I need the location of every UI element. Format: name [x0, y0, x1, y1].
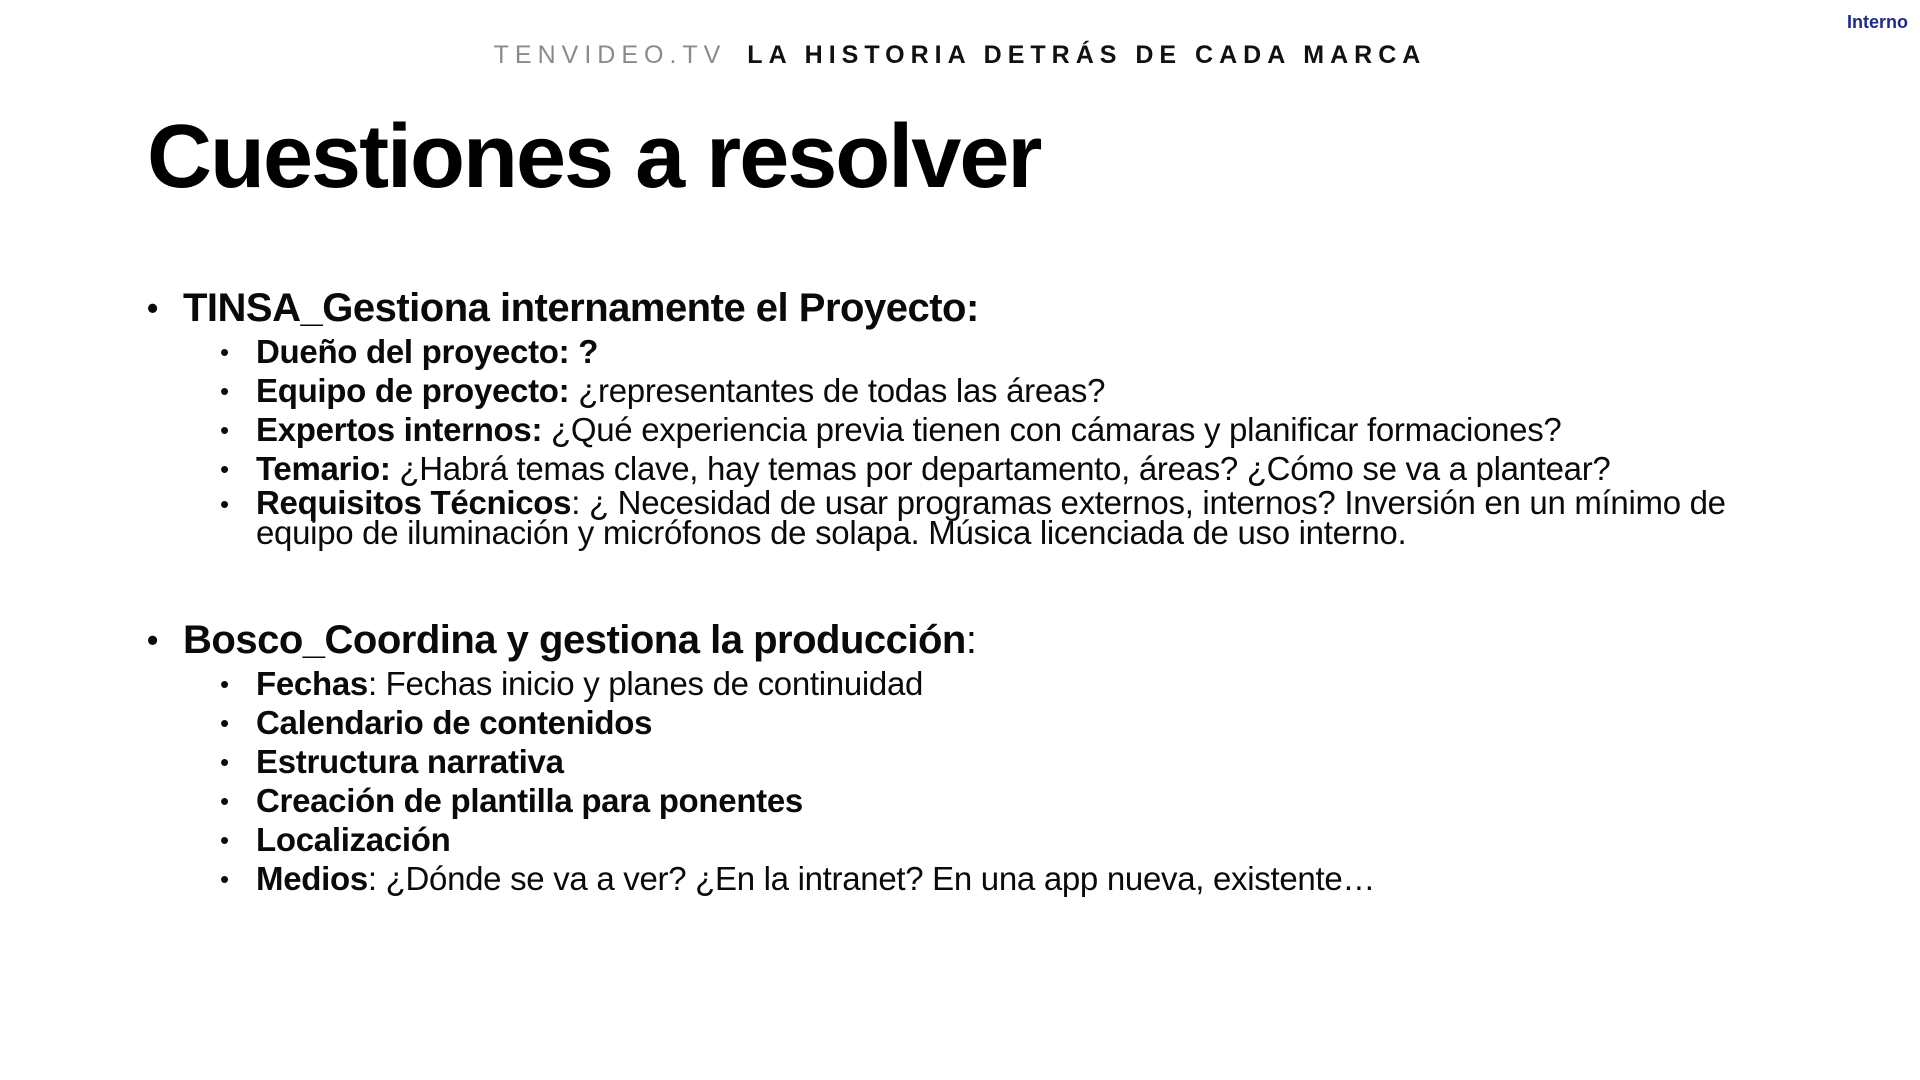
- list-item: [220, 484, 1787, 551]
- slide-title: Cuestiones a resolver: [147, 107, 1041, 207]
- section-tinsa: [147, 284, 1787, 551]
- item-label: Creación de plantilla para ponentes: [256, 782, 803, 819]
- bullet-icon: •: [220, 864, 229, 894]
- sub-bullet-list: [220, 332, 1787, 551]
- item-label: Equipo de proyecto:: [256, 372, 579, 409]
- list-item: [220, 703, 1787, 742]
- list-item: [220, 449, 1787, 488]
- bullet-icon: •: [220, 337, 229, 367]
- bullet-icon: •: [147, 622, 158, 658]
- list-item: [220, 742, 1787, 781]
- item-label: Expertos internos:: [256, 411, 552, 448]
- list-item: [220, 820, 1787, 859]
- item-label: Localización: [256, 821, 451, 858]
- item-label: Temario:: [256, 450, 391, 487]
- item-label: Fechas: [256, 665, 368, 702]
- sub-bullet-list: [220, 664, 1787, 898]
- item-label: Estructura narrativa: [256, 743, 564, 780]
- item-text: ¿Qué experiencia previa tienen con cámaras y planificar formaciones?: [551, 411, 1562, 448]
- bullet-icon: •: [220, 825, 229, 855]
- brand-header: [0, 41, 1920, 70]
- bullet-icon: •: [220, 708, 229, 738]
- bullet-icon: •: [220, 747, 229, 777]
- section-heading: [147, 616, 1787, 664]
- list-item: [220, 781, 1787, 820]
- item-label: Medios: [256, 860, 368, 897]
- item-label: Dueño del proyecto: ?: [256, 333, 599, 370]
- bullet-icon: •: [220, 376, 229, 406]
- item-label: Calendario de contenidos: [256, 704, 653, 741]
- item-text: ¿representantes de todas las áreas?: [578, 372, 1106, 409]
- bullet-icon: •: [220, 454, 229, 484]
- item-label: Requisitos Técnicos: [256, 484, 572, 521]
- brand-tagline: LA HISTORIA DETRÁS DE CADA MARCA: [747, 41, 1427, 69]
- item-text: ¿Habrá temas clave, hay temas por departamento, áreas? ¿Cómo se va a plantear?: [390, 450, 1611, 487]
- bullet-icon: •: [220, 786, 229, 816]
- list-item: [220, 664, 1787, 703]
- item-text: : Fechas inicio y planes de continuidad: [367, 665, 924, 702]
- brand-site: TENVIDEO.TV: [493, 41, 727, 69]
- list-item: [220, 859, 1787, 898]
- section-heading-text: Bosco_Coordina y gestiona la producción: [183, 618, 966, 662]
- list-item: [220, 371, 1787, 410]
- section-bosco: [147, 616, 1787, 898]
- item-text: : ¿Dónde se va a ver? ¿En la intranet? En una app nueva, existente…: [367, 860, 1376, 897]
- bullet-icon: •: [220, 415, 229, 445]
- classification-label: Interno: [1847, 12, 1908, 32]
- item-text: : ¿ Necesidad de usar programas externos, internos? Inversión en un mínimo de equipo de iluminación y micrófonos de solapa. Música licenciada de uso interno.: [256, 484, 1726, 551]
- list-item: [220, 410, 1787, 449]
- bullet-icon: •: [147, 290, 158, 326]
- section-heading: [147, 284, 1787, 332]
- section-heading-suffix: :: [965, 618, 977, 662]
- list-item: [220, 332, 1787, 371]
- bullet-icon: •: [220, 489, 229, 519]
- section-heading-text: TINSA_Gestiona internamente el Proyecto:: [183, 286, 979, 330]
- bullet-icon: •: [220, 669, 229, 699]
